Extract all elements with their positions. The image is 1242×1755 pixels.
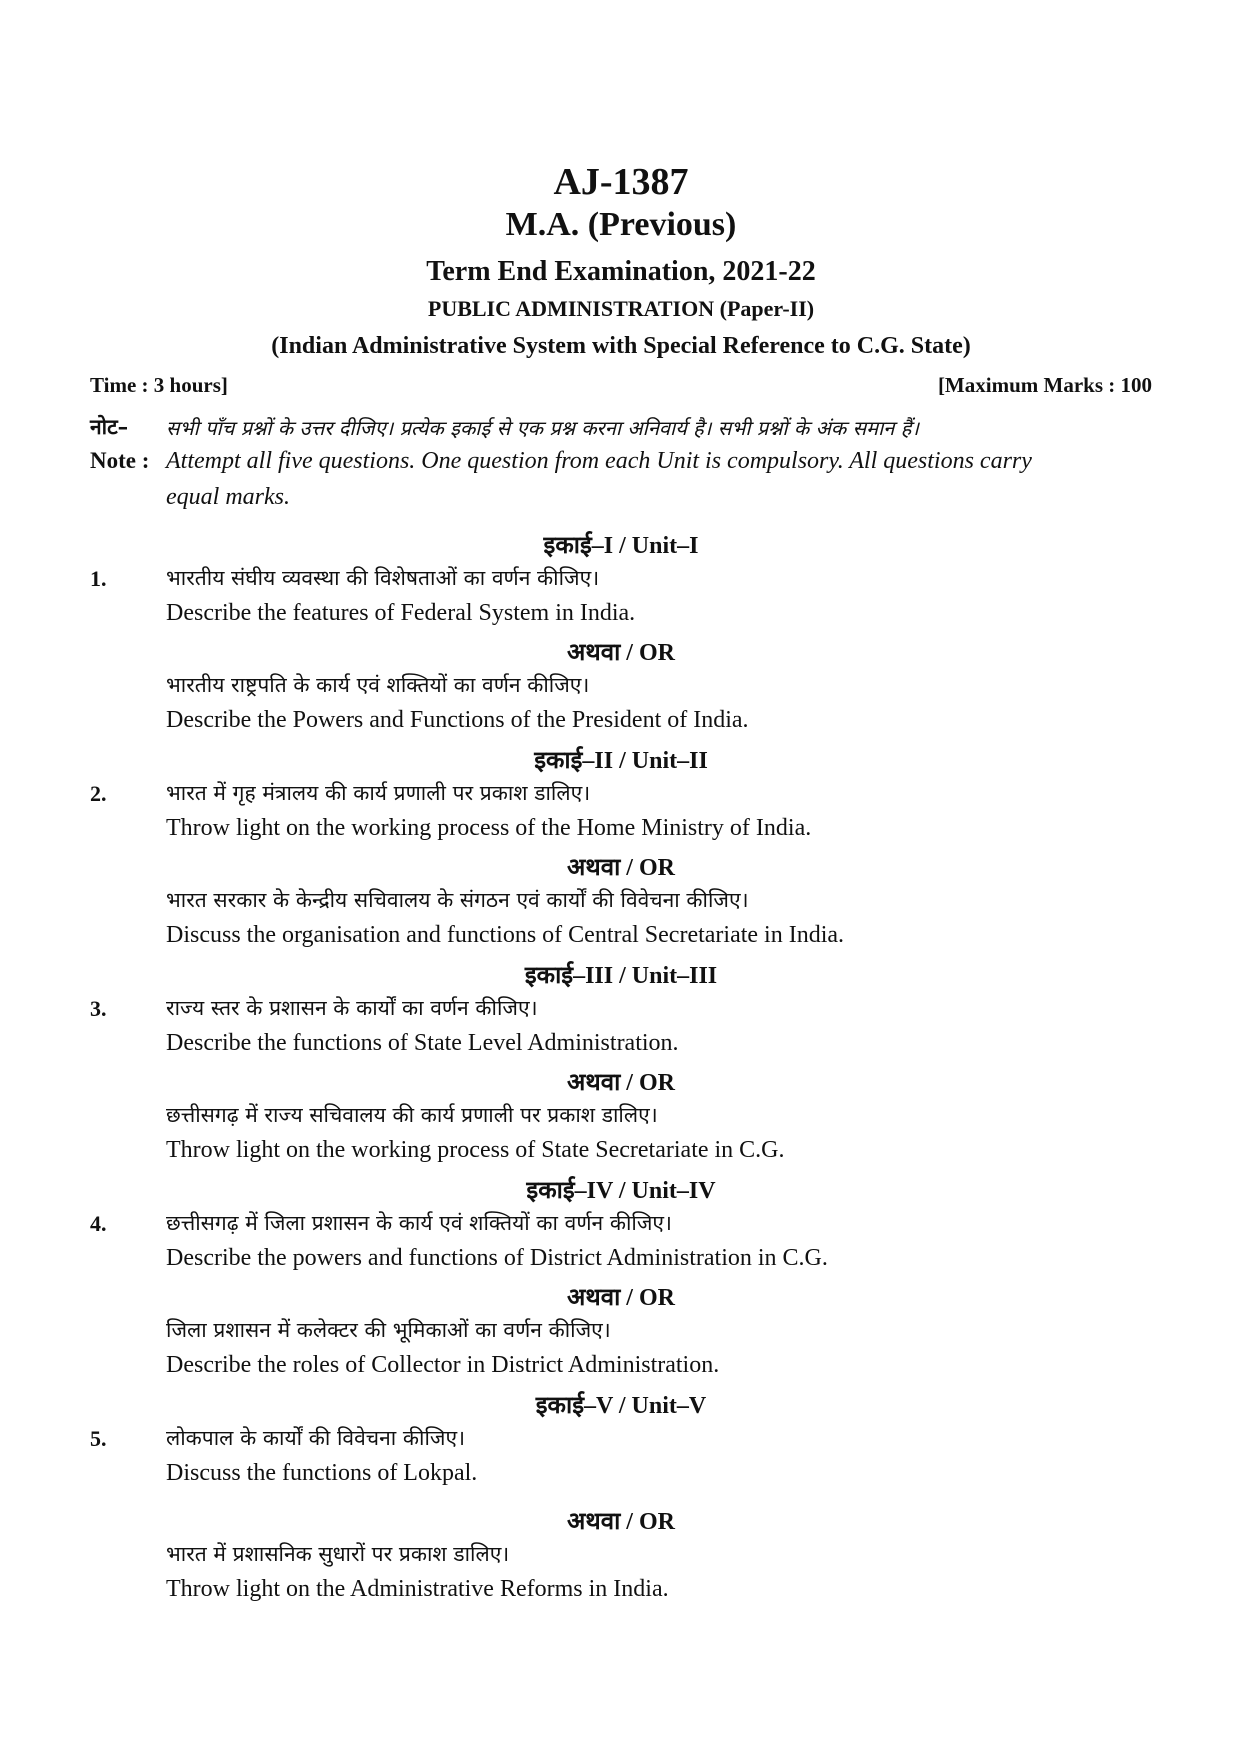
note-hi-label: नोट– — [90, 414, 129, 439]
note-hi-text: सभी पाँच प्रश्नों के उत्तर दीजिए। प्रत्येक इकाई से एक प्रश्न करना अनिवार्य है। सभी प्रश्नों के अंक समान हैं। — [166, 416, 919, 440]
question-number: 4. — [90, 1211, 107, 1236]
or-divider: अथवा / OR — [567, 1070, 675, 1096]
question-hindi: भारतीय संघीय व्यवस्था की विशेषताओं का वर्णन कीजिए। — [166, 566, 600, 590]
question-hindi: भारतीय राष्ट्रपति के कार्य एवं शक्तियों का वर्णन कीजिए। — [166, 673, 590, 697]
question-number: 3. — [90, 996, 107, 1021]
note-en-text-1: Attempt all five questions. One question from each Unit is compulsory. All questions carry — [166, 448, 1032, 474]
max-marks: [Maximum Marks : 100 — [937, 373, 1152, 397]
unit-heading: इकाई–IV / Unit–IV — [526, 1178, 716, 1204]
paper-subtitle: (Indian Administrative System with Special Reference to C.G. State) — [271, 333, 971, 359]
question-hindi: भारत में प्रशासनिक सुधारों पर प्रकाश डालिए। — [166, 1542, 510, 1566]
question-hindi: छत्तीसगढ़ में जिला प्रशासन के कार्य एवं शक्तियों का वर्णन कीजिए। — [166, 1211, 673, 1235]
question-english: Describe the functions of State Level Administration. — [166, 1030, 679, 1056]
unit-heading: इकाई–V / Unit–V — [535, 1393, 707, 1419]
question-english: Throw light on the working process of State Secretariate in C.G. — [166, 1137, 785, 1163]
question-english: Discuss the functions of Lokpal. — [166, 1460, 478, 1486]
question-hindi: छत्तीसगढ़ में राज्य सचिवालय की कार्य प्रणाली पर प्रकाश डालिए। — [166, 1103, 658, 1127]
question-english: Describe the powers and functions of District Administration in C.G. — [166, 1245, 828, 1271]
question-hindi: भारत सरकार के केन्द्रीय सचिवालय के संगठन एवं कार्यों की विवेचना कीजिए। — [166, 888, 749, 912]
unit-heading: इकाई–II / Unit–II — [534, 748, 708, 774]
question-english: Describe the roles of Collector in District Administration. — [166, 1352, 720, 1378]
time-limit: Time : 3 hours] — [90, 373, 228, 397]
paper-code: AJ-1387 — [553, 161, 689, 203]
question-number: 2. — [90, 781, 107, 806]
question-english: Throw light on the working process of the Home Ministry of India. — [166, 815, 812, 841]
question-hindi: जिला प्रशासन में कलेक्टर की भूमिकाओं का वर्णन कीजिए। — [166, 1318, 611, 1342]
question-number: 1. — [90, 566, 107, 591]
degree-title: M.A. (Previous) — [505, 206, 737, 243]
note-en-text-2: equal marks. — [166, 484, 290, 510]
question-number: 5. — [90, 1426, 107, 1451]
paper-title: PUBLIC ADMINISTRATION (Paper-II) — [427, 296, 815, 321]
question-english: Throw light on the Administrative Reforms in India. — [166, 1576, 669, 1602]
question-english: Describe the Powers and Functions of the President of India. — [166, 707, 749, 733]
note-en-label: Note : — [90, 448, 150, 473]
question-english: Describe the features of Federal System in India. — [166, 600, 636, 626]
or-divider: अथवा / OR — [567, 855, 675, 881]
or-divider: अथवा / OR — [567, 640, 675, 666]
question-english: Discuss the organisation and functions of Central Secretariate in India. — [166, 922, 845, 948]
question-hindi: भारत में गृह मंत्रालय की कार्य प्रणाली पर प्रकाश डालिए। — [166, 781, 591, 805]
exam-title: Term End Examination, 2021-22 — [426, 256, 816, 287]
question-hindi: राज्य स्तर के प्रशासन के कार्यों का वर्णन कीजिए। — [166, 996, 538, 1020]
unit-heading: इकाई–III / Unit–III — [524, 963, 718, 989]
or-divider: अथवा / OR — [567, 1285, 675, 1311]
unit-heading: इकाई–I / Unit–I — [543, 533, 699, 559]
question-hindi: लोकपाल के कार्यों की विवेचना कीजिए। — [166, 1426, 466, 1450]
or-divider: अथवा / OR — [567, 1509, 675, 1535]
